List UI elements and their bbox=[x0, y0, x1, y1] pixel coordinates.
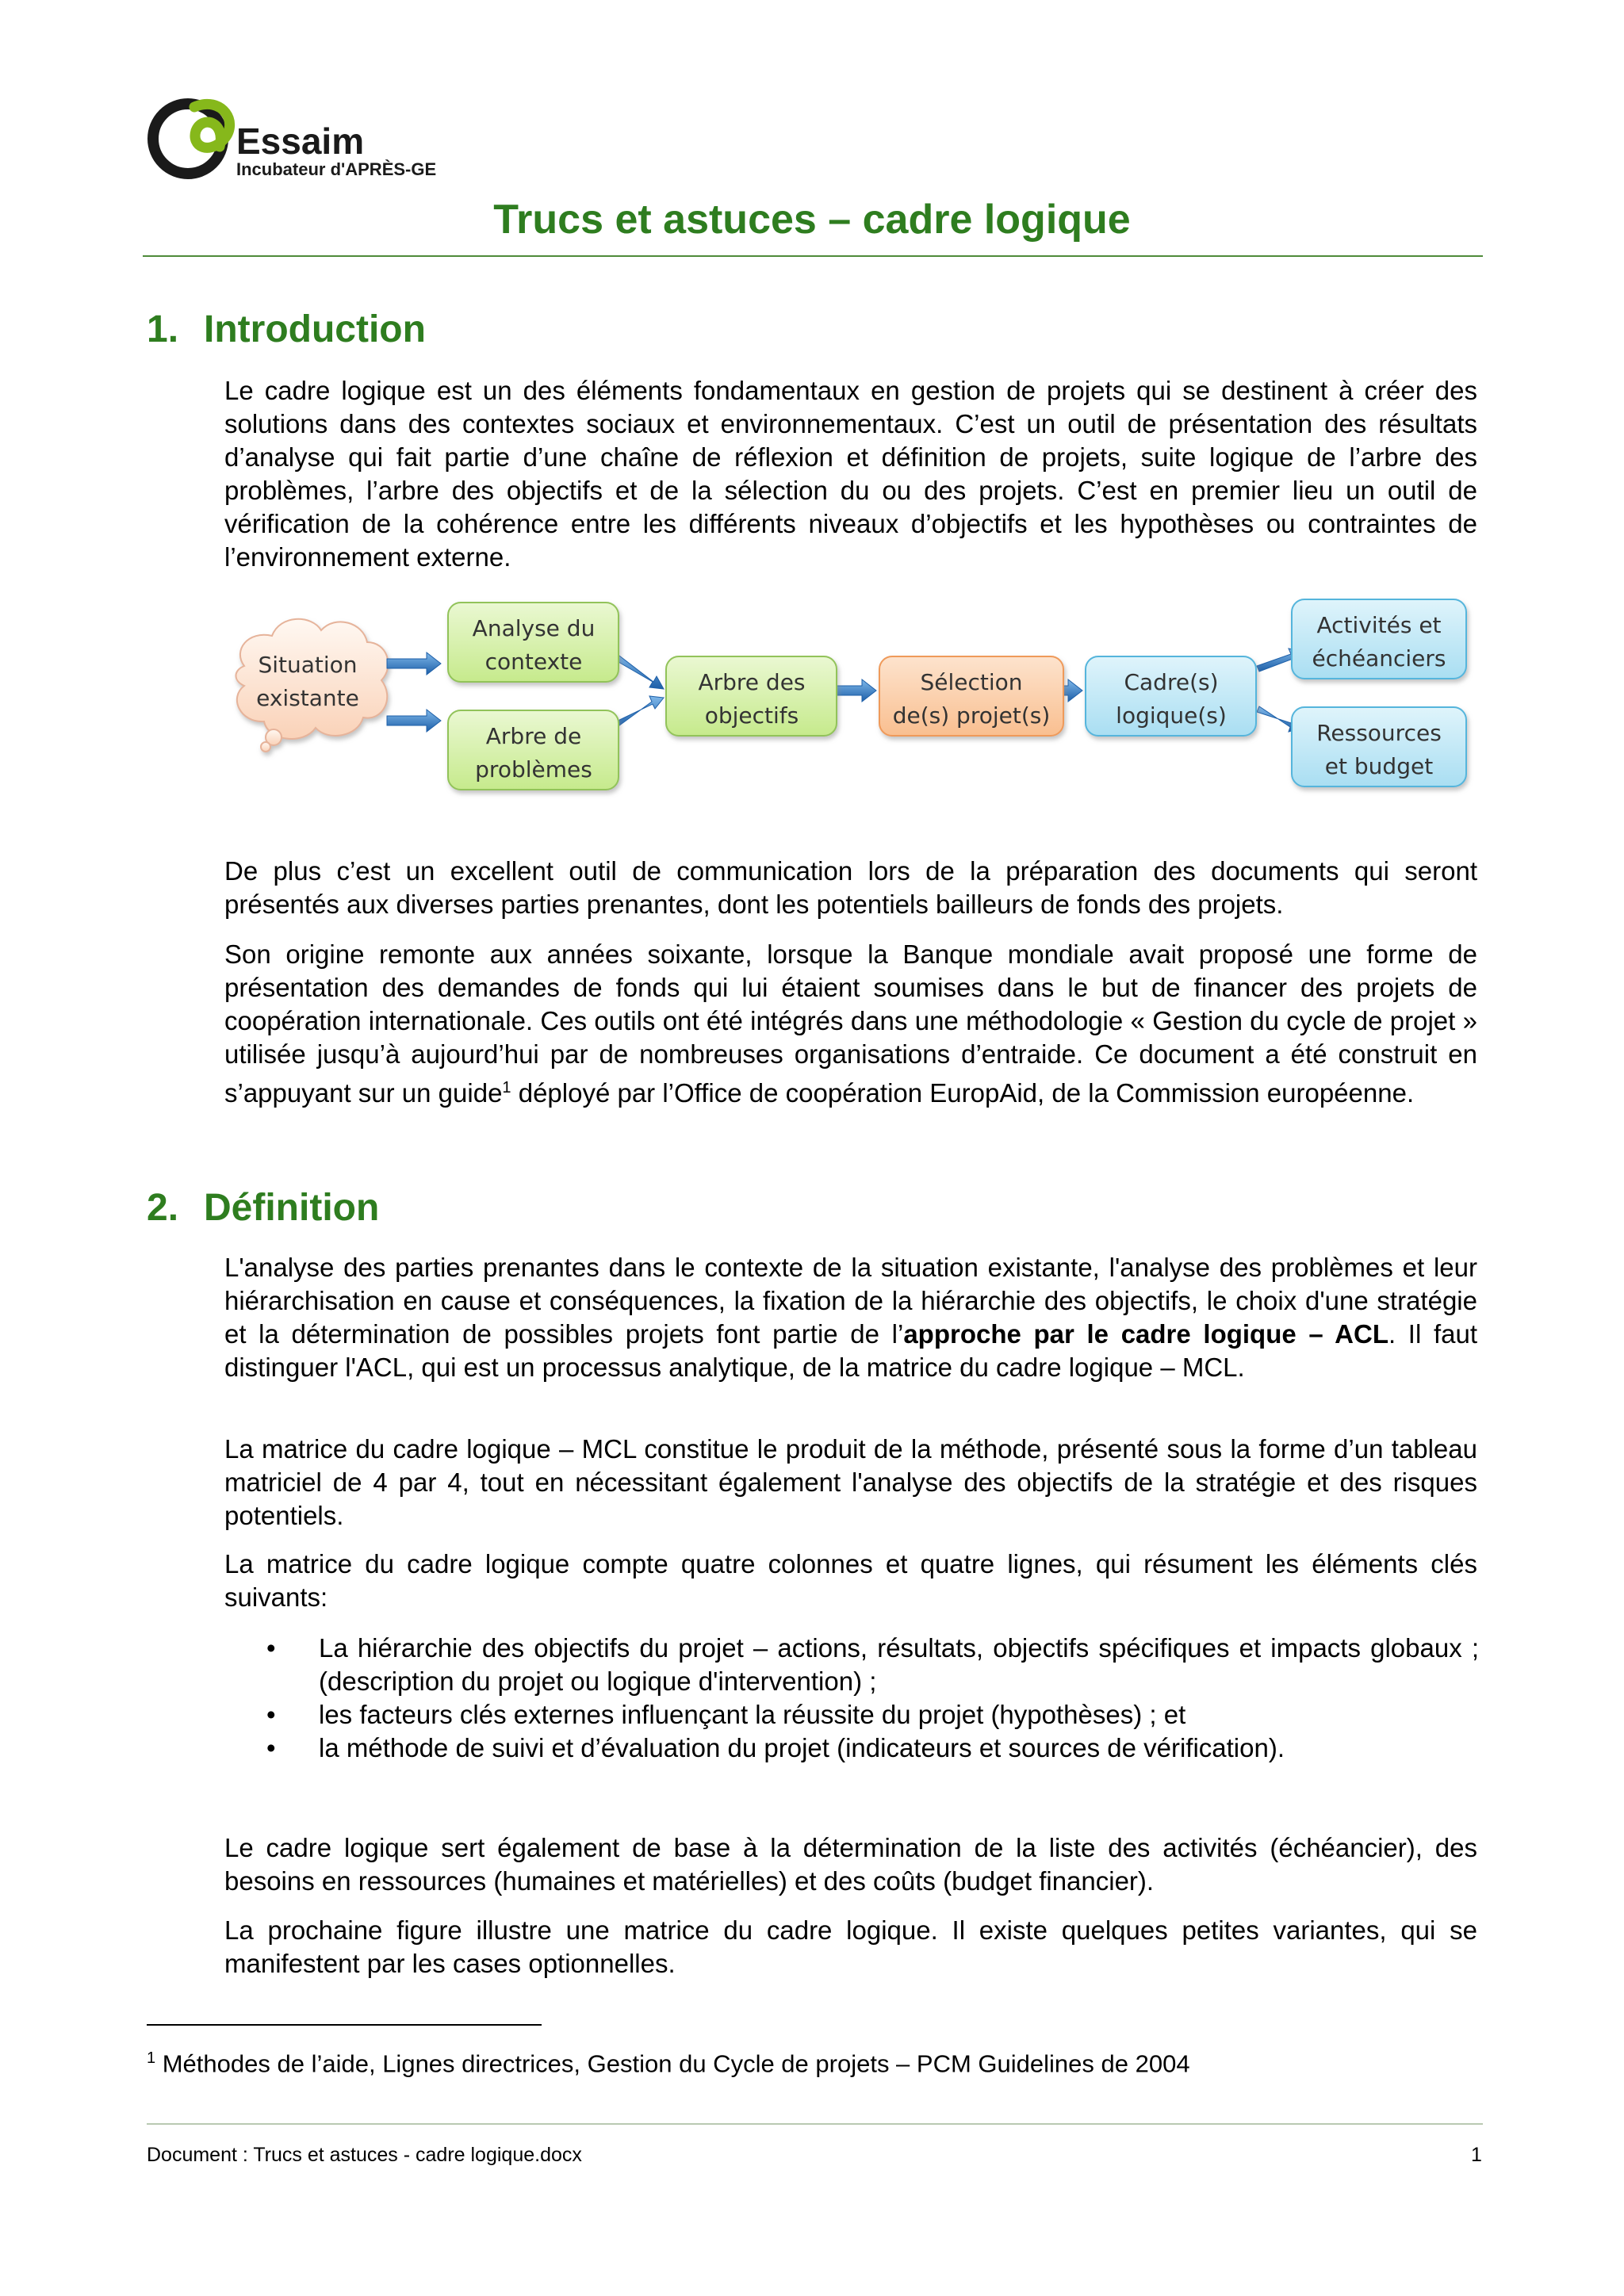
footer-rule bbox=[147, 2123, 1483, 2125]
page-title: Trucs et astuces – cadre logique bbox=[493, 197, 1131, 243]
svg-text:Activités et: Activités et bbox=[1316, 612, 1442, 638]
paragraph: La matrice du cadre logique compte quatre colonnes et quatre lignes, qui résument les éléments clés suivants: bbox=[224, 1549, 1477, 1612]
svg-text:objectifs: objectifs bbox=[704, 702, 799, 729]
paragraph: L'analyse des parties prenantes dans le contexte de la situation existante, l'analyse des problèmes et leur hiérarchisation en cause et conséquences, la fixation de la hiérarchie des objectifs, le choix d'une stratégie et la détermination de possibles projets font partie de l’approche par le cadre logique – ACL. Il faut distinguer l'ACL, qui est un processus analytique, de la matrice du cadre logique – MCL. bbox=[224, 1253, 1477, 1382]
logo-tagline: Incubateur d'APRÈS-GE bbox=[236, 159, 437, 179]
arrow bbox=[613, 653, 664, 689]
footnote-ref: 1 bbox=[502, 1079, 511, 1096]
svg-text:logique(s): logique(s) bbox=[1116, 702, 1227, 729]
paragraph: La matrice du cadre logique – MCL constitue le produit de la méthode, présenté sous la forme d’un tableau matriciel de 4 par 4, tout en nécessitant également l'analyse des objectifs de la stratégie et des risques potentiels. bbox=[224, 1434, 1477, 1530]
logo-name: Essaim bbox=[236, 121, 365, 162]
paragraph: De plus c’est un excellent outil de communication lors de la préparation des documents qui seront présentés aux diverses parties prenantes, dont les potentiels bailleurs de fonds des projets. bbox=[224, 856, 1477, 919]
svg-text:problèmes: problèmes bbox=[475, 756, 592, 783]
svg-text:Cadre(s): Cadre(s) bbox=[1124, 669, 1219, 695]
essaim-logo-icon bbox=[147, 91, 242, 182]
list-item: • La hiérarchie des objectifs du projet – actions, résultats, objectifs spécifiques et impacts globaux ; (description du projet ou logique d'intervention) ; bbox=[262, 1632, 1479, 1698]
logo bbox=[147, 91, 448, 182]
footer-document-name: Document : Trucs et astuces - cadre logique.docx bbox=[147, 2144, 582, 2166]
page-number: 1 bbox=[1471, 2144, 1482, 2166]
arrow bbox=[387, 652, 441, 675]
svg-text:Arbre des: Arbre des bbox=[698, 669, 806, 695]
paragraph: Le cadre logique sert également de base à la détermination de la liste des activités (échéancier), des besoins en ressources (humaines et matérielles) et des coûts (budget financier). bbox=[224, 1833, 1477, 1896]
svg-text:Ressources: Ressources bbox=[1316, 720, 1442, 746]
footnote: $^1$ Méthodes de l’aide, Lignes directrices, Gestion du Cycle de projets – PCM Guidelines de 2004 bbox=[147, 2049, 1190, 2078]
arrow bbox=[835, 679, 876, 702]
situation-label-1: Situation bbox=[258, 652, 358, 678]
footnote-rule bbox=[147, 2024, 542, 2026]
section-heading-introduction: 1. Introduction bbox=[147, 308, 426, 350]
arrow bbox=[613, 696, 664, 728]
paragraph: Son origine remonte aux années soixante, lorsque la Banque mondiale avait proposé une forme de présentation des demandes de fonds qui lui étaient soumises dans le but de financer des projets de coopération internationale. Ces outils ont été intégrés dans une méthodologie « Gestion du cycle de projet » utilisée jusqu’à aujourd’hui par de nombreuses organisations d’entraide. Ce document a été construit en s’appuyant sur un guide$^1$ déployé par l’Office de coopération EuropAid, de la Commission européenne. bbox=[224, 939, 1477, 1108]
process-diagram bbox=[224, 587, 1477, 825]
svg-text:et budget: et budget bbox=[1324, 753, 1434, 779]
situation-label-2: existante bbox=[256, 685, 359, 711]
list-item: • les facteurs clés externes influençant la réussite du projet (hypothèses) ; et bbox=[262, 1698, 1479, 1732]
arrow bbox=[387, 710, 441, 732]
svg-text:échéanciers: échéanciers bbox=[1312, 645, 1446, 672]
section-heading-definition: 2. Définition bbox=[147, 1187, 380, 1229]
bullet-list bbox=[262, 1632, 1479, 1765]
title-rule bbox=[143, 255, 1483, 257]
svg-text:Arbre de: Arbre de bbox=[485, 723, 582, 749]
list-item: • la méthode de suivi et d’évaluation du projet (indicateurs et sources de vérification). bbox=[262, 1732, 1479, 1765]
paragraph: Le cadre logique est un des éléments fondamentaux en gestion de projets qui se destinent à créer des solutions dans des contextes sociaux et environnementaux. C’est un outil de présentation des résultats d’analyse qui fait partie d’une chaîne de réflexion et définition de projets, suite logique de l’arbre des problèmes, l’arbre des objectifs et de la sélection du ou des projets. C’est en premier lieu un outil de vérification de la cohérence entre les différents niveaux d’objectifs et les hypothèses ou contraintes de l’environnement externe. bbox=[224, 376, 1477, 572]
svg-text:contexte: contexte bbox=[485, 649, 583, 675]
svg-text:Analyse du: Analyse du bbox=[472, 615, 596, 641]
paragraph: La prochaine figure illustre une matrice du cadre logique. Il existe quelques petites variantes, qui se manifestent par les cases optionnelles. bbox=[224, 1915, 1477, 1978]
svg-text:Sélection: Sélection bbox=[920, 669, 1023, 695]
svg-text:de(s) projet(s): de(s) projet(s) bbox=[892, 702, 1051, 729]
